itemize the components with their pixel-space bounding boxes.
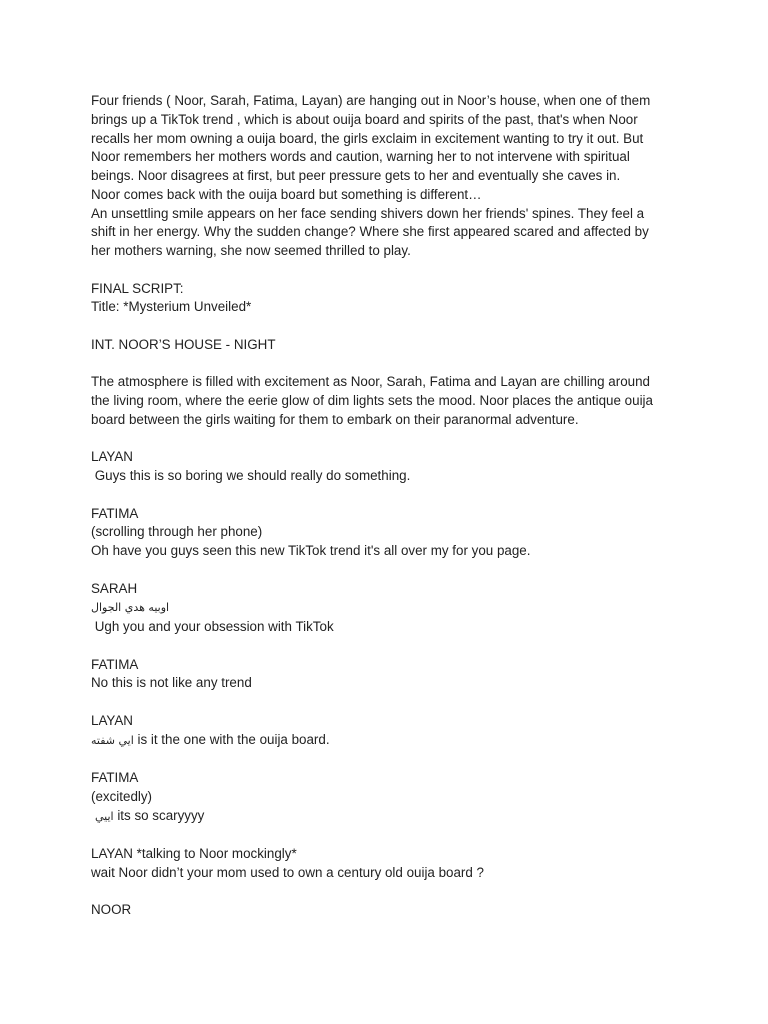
dialogue-line: Guys this is so boring we should really do something. [91,468,411,483]
dialogue-block-fatima-2 [91,656,681,694]
parenthetical: (excitedly) [91,788,153,804]
arabic-text: اوبيه هدي الجوال [91,601,170,615]
dialogue-block-noor-1 [91,901,681,920]
dialogue-block-layan-1 [91,448,681,486]
dialogue-line-mixed [91,731,681,751]
character-name: FATIMA [91,505,139,521]
scene-description [91,373,681,429]
arabic-text: اييي [95,809,114,823]
parenthetical: (scrolling through her phone) [91,524,263,540]
dialogue-block-fatima-3 [91,769,681,826]
synopsis-line: shift in her energy. Why the sudden change? Where she first appeared scared and affected by [91,224,649,240]
dialogue-line: wait Noor didn’t your mom used to own a century old ouija board ? [91,864,485,880]
dialogue-line-mixed [91,807,681,827]
synopsis [91,92,681,261]
dialogue-line: No this is not like any trend [91,675,252,691]
synopsis-line: recalls her mom owning a ouija board, the girls exclaim in excitement wanting to try it out. But [91,130,644,146]
synopsis-line: Noor comes back with the ouija board but something is different… [91,186,482,202]
script-page [91,92,681,920]
arabic-text: ايي شفته [91,733,134,747]
final-script-heading: FINAL SCRIPT: [91,280,184,296]
character-name: FATIMA [91,656,139,672]
scene-description-line: board between the girls waiting for them to embark on their paranormal adventure. [91,411,579,427]
dialogue-block-layan-2 [91,712,681,751]
dialogue-block-sarah-1 [91,580,681,637]
arabic-line [91,598,681,618]
character-name: FATIMA [91,770,139,785]
dialogue-text: its so scaryyyy [113,807,205,823]
synopsis-line: Noor remembers her mothers words and caution, warning her to not intervene with spiritual [91,149,630,165]
synopsis-line: An unsettling smile appears on her face sending shivers down her friends' spines. They feel a [91,205,645,221]
character-name: LAYAN *talking to Noor mockingly* [91,846,297,861]
character-name: LAYAN [91,449,133,465]
character-name: NOOR [91,902,132,918]
character-name: SARAH [91,580,138,596]
dialogue-block-layan-3 [91,845,681,883]
scene-description-line: the living room, where the eerie glow of dim lights sets the mood. Noor places the antique ouija [91,393,653,408]
dialogue-line: Oh have you guys seen this new TikTok trend it's all over my for you page. [91,543,531,558]
scene-description-line: The atmosphere is filled with excitement as Noor, Sarah, Fatima and Layan are chilling around [91,374,650,390]
dialogue-text: is it the one with the ouija board. [133,731,330,747]
dialogue-block-fatima-1 [91,505,681,561]
character-name: LAYAN [91,712,133,728]
synopsis-line: brings up a TikTok trend , which is about ouija board and spirits of the past, that's when Noor [91,111,638,127]
scene-heading: INT. NOOR’S HOUSE - NIGHT [91,336,276,352]
script-title: Title: *Mysterium Unveiled* [91,299,252,315]
synopsis-line: Four friends ( Noor, Sarah, Fatima, Layan) are hanging out in Noor’s house, when one of them [91,93,651,108]
synopsis-line: her mothers warning, she now seemed thrilled to play. [91,243,411,258]
synopsis-line: beings. Noor disagrees at first, but peer pressure gets to her and eventually she caves in. [91,168,621,183]
dialogue-line: Ugh you and your obsession with TikTok [91,619,334,634]
